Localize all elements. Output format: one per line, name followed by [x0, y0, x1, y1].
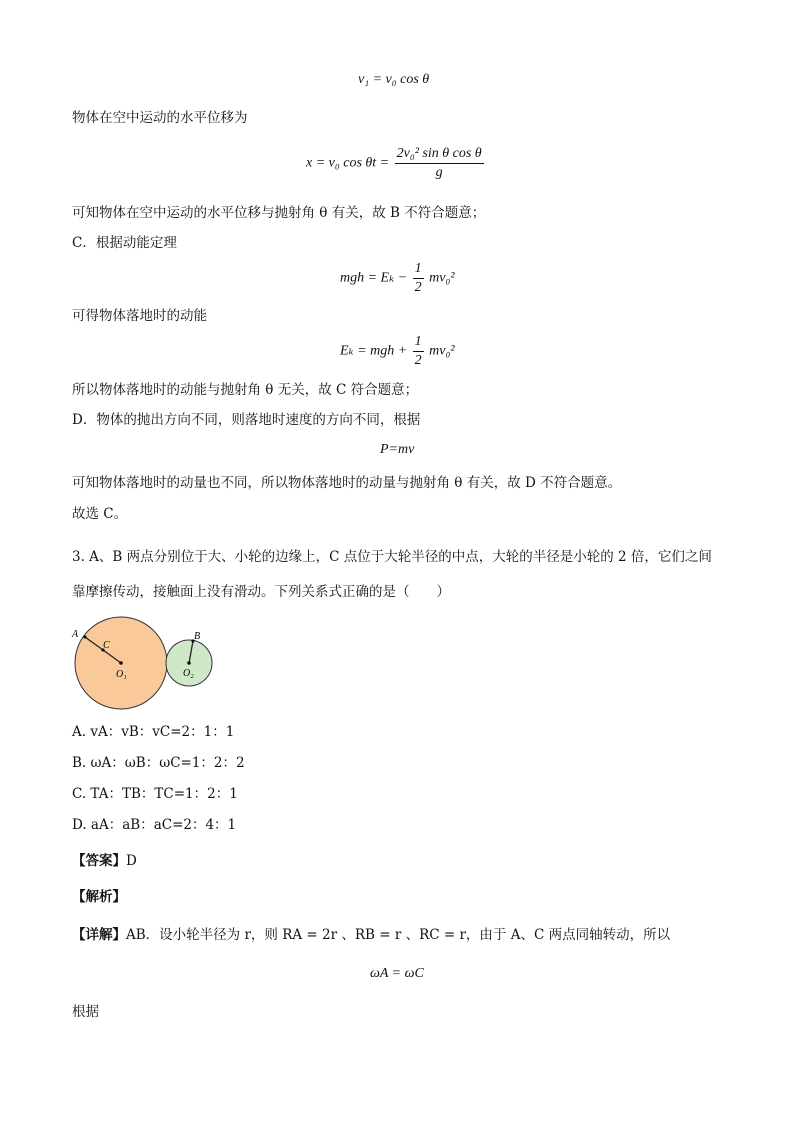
point-O2	[187, 661, 191, 665]
eq4-fraction	[413, 333, 424, 370]
detail-line	[72, 925, 670, 945]
eq2-numerator: 2v₀² sin θ cos θ	[395, 145, 484, 164]
label-A: A	[72, 629, 79, 640]
answer-line	[72, 851, 137, 871]
equation-momentum: P=mv	[380, 442, 415, 457]
eq3-fraction	[413, 260, 424, 297]
label-B: B	[194, 631, 201, 642]
paragraph-d-intro: D．物体的抛出方向不同，则落地时速度的方向不同，根据	[72, 412, 421, 428]
paragraph-ke-landing: 可得物体落地时的动能	[72, 308, 207, 324]
eq2-lhs: x = v₀ cos θt =	[306, 155, 390, 171]
option-c: C. TA：TB：TC=1：2：1	[72, 786, 238, 802]
analysis-tag: 【解析】	[72, 889, 126, 905]
equation-kinetic-theorem	[340, 260, 455, 297]
answer-value: D	[126, 853, 137, 869]
eq4-numerator: 1	[413, 333, 424, 352]
question-3-line-2: 靠摩擦传动，接触面上没有滑动。下列关系式正确的是（ ）	[72, 584, 450, 600]
option-d: D. aA：aB：aC=2：4：1	[72, 817, 237, 833]
eq4-lhs: Eₖ = mgh +	[340, 343, 408, 359]
eq3-numerator: 1	[413, 260, 424, 279]
paragraph-choose: 故选 C。	[72, 506, 128, 522]
paragraph-c-intro: C．根据动能定理	[72, 235, 177, 251]
eq2-denominator: g	[435, 165, 443, 180]
eq3-lhs: mgh = Eₖ −	[340, 270, 408, 286]
equation-horizontal-displacement	[306, 145, 486, 182]
eq3-tail: mv₀²	[429, 270, 455, 286]
detail-text: AB．设小轮半径为 r，则 RA = 2r 、RB = r 、RC = r，由于 A、C 两点同轴转动，所以	[126, 927, 671, 943]
equation-omega: ωA = ωC	[370, 966, 424, 981]
wheel-diagram	[70, 615, 230, 715]
detail-tag: 【详解】	[72, 927, 126, 943]
option-b: B. ωA：ωB：ωC=1：2：2	[72, 755, 245, 771]
paragraph-c-conclusion: 所以物体落地时的动能与抛射角 θ 无关，故 C 符合题意；	[72, 382, 419, 398]
equation-v1: v₁ = v₀ cos θ	[358, 72, 430, 87]
eq3-denominator: 2	[414, 280, 422, 295]
point-A	[83, 635, 86, 638]
label-O2: O₂	[183, 668, 194, 679]
paragraph-according: 根据	[72, 1004, 99, 1020]
point-O1	[119, 661, 123, 665]
label-C: C	[103, 640, 110, 651]
paragraph-d-conclusion: 可知物体落地时的动量也不同，所以物体落地时的动量与抛射角 θ 有关，故 D 不符合题意。	[72, 475, 622, 491]
paragraph-b-conclusion: 可知物体在空中运动的水平位移与抛射角 θ 有关，故 B 不符合题意；	[72, 205, 486, 221]
eq2-fraction	[395, 145, 484, 182]
equation-landing-ke	[340, 333, 455, 370]
eq4-denominator: 2	[414, 353, 422, 368]
paragraph-horizontal-displacement: 物体在空中运动的水平位移为	[72, 110, 248, 126]
option-a: A. vA：vB：vC=2：1：1	[72, 724, 235, 740]
label-O1: O₁	[116, 669, 127, 680]
eq4-tail: mv₀²	[429, 343, 455, 359]
question-3-line-1: 3. A、B 两点分别位于大、小轮的边缘上，C 点位于大轮半径的中点，大轮的半径是小轮的 2 倍，它们之间	[72, 549, 712, 565]
answer-tag: 【答案】	[72, 853, 126, 869]
